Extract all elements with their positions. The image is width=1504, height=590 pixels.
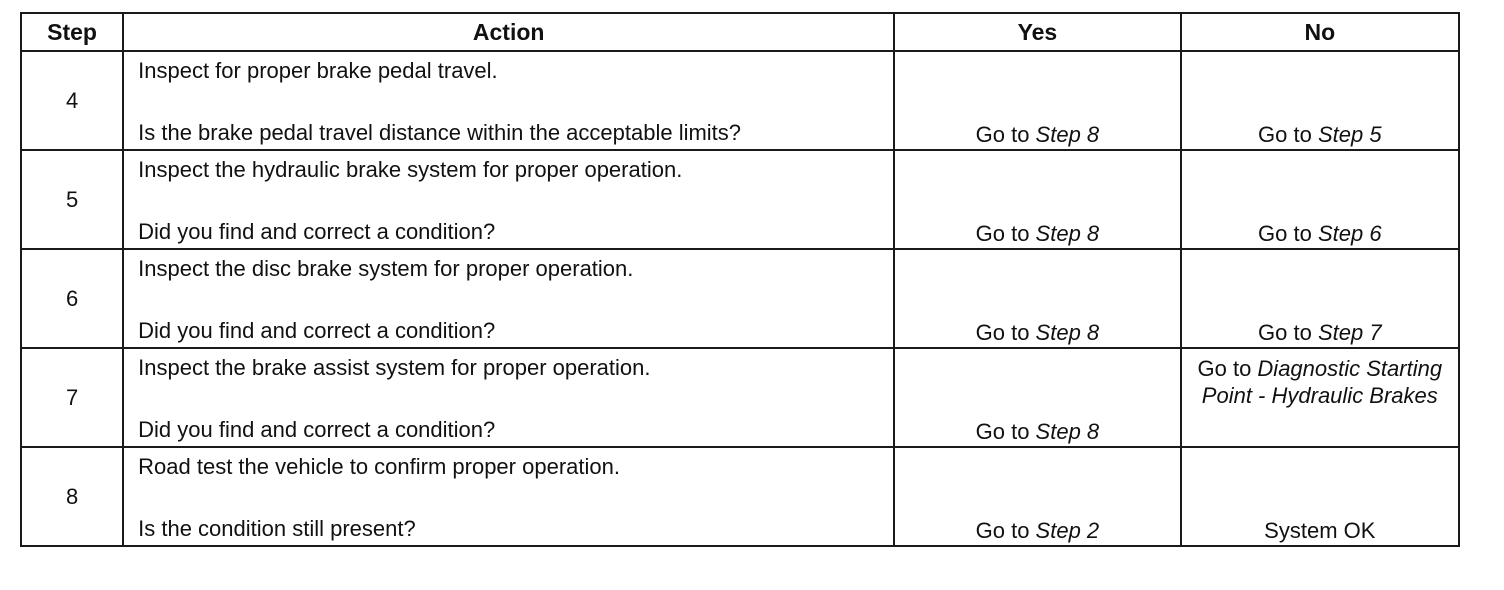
action-question: Did you find and correct a condition? (138, 417, 496, 442)
table-row (21, 51, 1459, 150)
no-cell (1181, 249, 1459, 348)
action-instruction: Inspect for proper brake pedal travel. (138, 58, 498, 83)
yes-step-ref: Step 8 (1035, 419, 1100, 444)
yes-step-ref: Step 8 (1035, 320, 1100, 345)
yes-result (895, 320, 1179, 346)
no-cell (1181, 51, 1459, 150)
no-prefix: Go to (1258, 122, 1318, 147)
yes-result (895, 122, 1179, 148)
no-prefix: Go to (1258, 320, 1318, 345)
no-step-ref: Step 7 (1317, 320, 1382, 345)
yes-result (895, 221, 1179, 247)
step-number: 6 (21, 249, 123, 348)
action-question: Did you find and correct a condition? (138, 219, 496, 244)
no-cell (1181, 447, 1459, 546)
header-yes: Yes (894, 13, 1180, 51)
yes-step-ref: Step 2 (1035, 518, 1100, 543)
header-step: Step (21, 13, 123, 51)
no-result (1182, 221, 1458, 247)
yes-prefix: Go to (975, 221, 1036, 246)
step-number: 8 (21, 447, 123, 546)
action-question: Is the condition still present? (138, 516, 416, 541)
header-row (21, 13, 1459, 51)
no-result (1182, 122, 1458, 148)
yes-step-ref: Step 8 (1035, 221, 1100, 246)
yes-cell (894, 249, 1180, 348)
no-result (1182, 518, 1458, 544)
yes-cell (894, 348, 1180, 447)
table-row (21, 249, 1459, 348)
action-instruction: Road test the vehicle to confirm proper operation. (138, 454, 620, 479)
no-cell (1181, 150, 1459, 249)
step-number: 7 (21, 348, 123, 447)
yes-cell (894, 150, 1180, 249)
no-step-ref: Step 5 (1317, 122, 1382, 147)
table-row (21, 348, 1459, 447)
table-row (21, 150, 1459, 249)
no-cell (1181, 348, 1459, 447)
yes-prefix: Go to (975, 122, 1036, 147)
action-instruction: Inspect the disc brake system for proper operation. (138, 256, 634, 281)
action-question: Is the brake pedal travel distance within the acceptable limits? (138, 120, 742, 145)
action-cell (123, 249, 894, 348)
no-prefix: Go to (1258, 221, 1318, 246)
yes-prefix: Go to (975, 320, 1036, 345)
yes-prefix: Go to (975, 518, 1036, 543)
yes-result (895, 419, 1179, 445)
action-cell (123, 348, 894, 447)
step-number: 5 (21, 150, 123, 249)
step-number: 4 (21, 51, 123, 150)
header-action: Action (123, 13, 894, 51)
yes-prefix: Go to (975, 419, 1036, 444)
action-instruction: Inspect the brake assist system for proper operation. (138, 355, 651, 380)
no-result (1182, 320, 1458, 346)
no-result (1182, 355, 1458, 409)
action-question: Did you find and correct a condition? (138, 318, 496, 343)
action-instruction: Inspect the hydraulic brake system for proper operation. (138, 157, 683, 182)
table-row (21, 447, 1459, 546)
no-prefix: Go to (1197, 356, 1258, 381)
action-cell (123, 51, 894, 150)
yes-cell (894, 447, 1180, 546)
no-diagnostic-ref: Diagnostic Starting Point - Hydraulic Brakes (1201, 356, 1443, 408)
yes-step-ref: Step 8 (1035, 122, 1100, 147)
diagnostic-table (20, 12, 1460, 547)
action-cell (123, 447, 894, 546)
system-ok-text: System OK (1264, 518, 1376, 543)
header-no: No (1181, 13, 1459, 51)
yes-cell (894, 51, 1180, 150)
yes-result (895, 518, 1179, 544)
action-cell (123, 150, 894, 249)
no-step-ref: Step 6 (1317, 221, 1382, 246)
